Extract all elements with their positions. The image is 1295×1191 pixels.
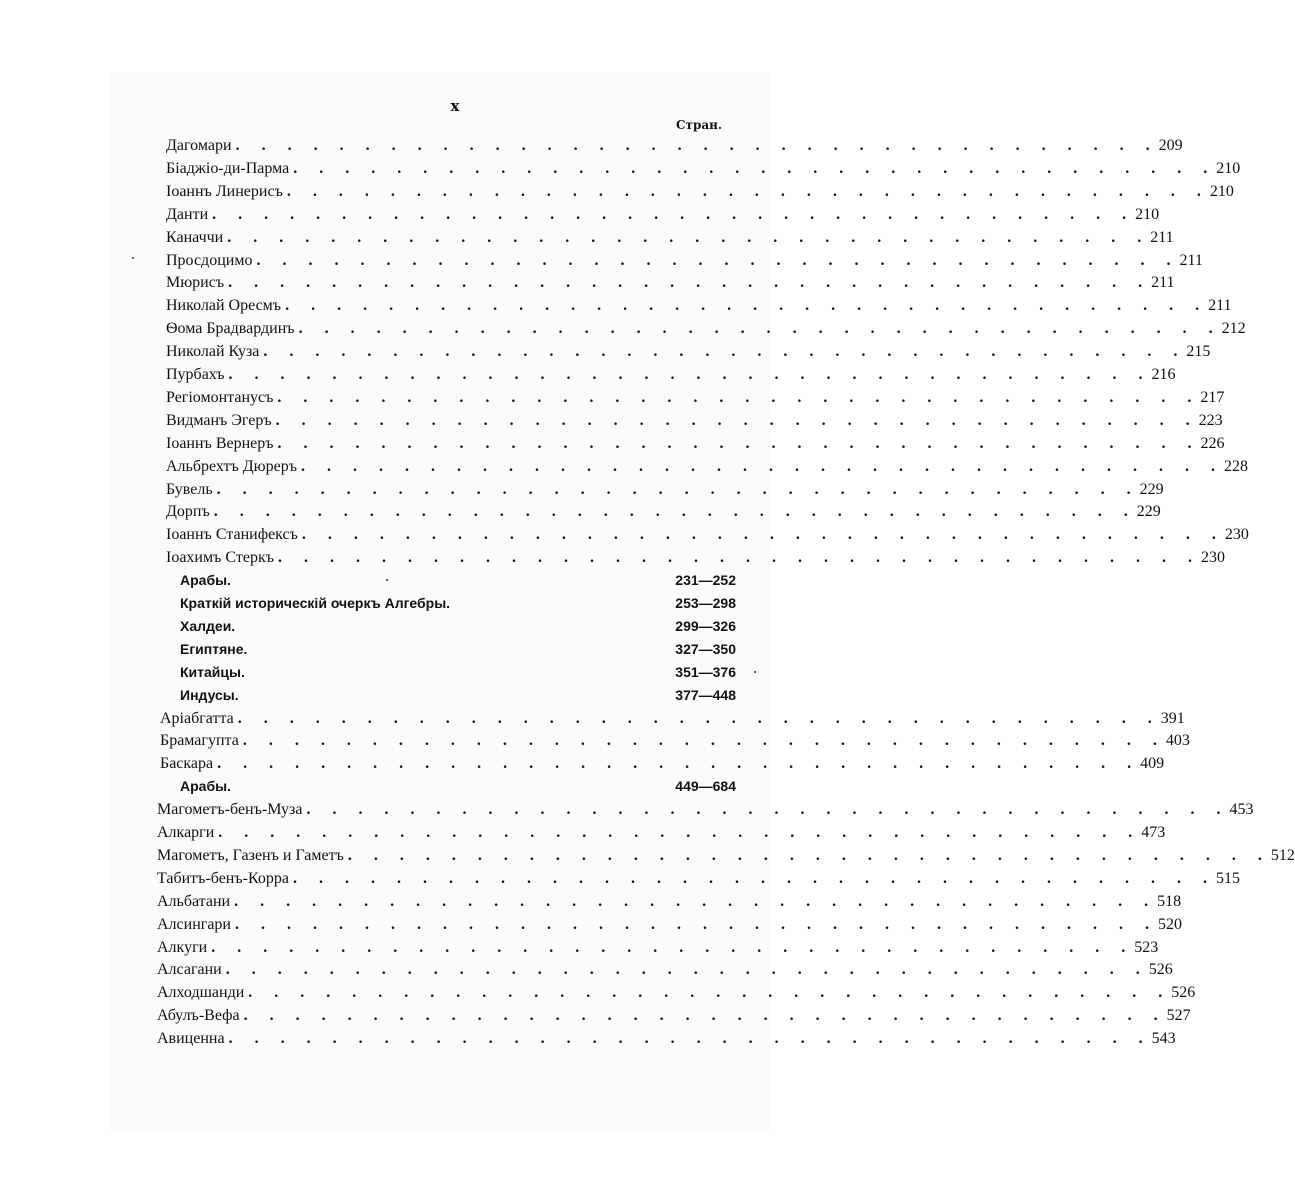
toc-entry [166, 343, 1211, 366]
dot-leader: . . . . . . . . . . . . . . . . . . . . . . . . . . . . . . . . . . . . [228, 274, 1152, 292]
toc-entry-title: Алсингари [157, 916, 235, 934]
toc-entry-pages: 391 [1160, 709, 1185, 727]
dot-leader: . . . . . . . . . . . . . . . . . . . . . . . . . . . . . . . . . . . . [306, 801, 1230, 819]
dot-leader: . . . . . . . . . . . . . . . . . . . . . . . . . . . . . . . . . . . . [263, 343, 1187, 361]
toc-entry-pages: 403 [1165, 732, 1190, 750]
toc-entry [166, 526, 1249, 549]
toc-entry-pages: 520 [1158, 915, 1182, 933]
toc-entry [160, 732, 1190, 755]
toc-entry [157, 915, 1182, 939]
dot-leader: . . . . . . . . . . . . . . . . . . . . . . . . . . . . . . . . . . . . [243, 1007, 1167, 1025]
toc-entry-title: Аріабгатта [160, 710, 238, 728]
toc-entry [157, 824, 1166, 847]
dot-leader: . . . . . . . . . . . . . . . . . . . . . . . . . . . . . . . . . . . . [298, 320, 1222, 338]
toc-entry-pages: 230 [1201, 549, 1225, 567]
scan-speck [386, 579, 388, 581]
dot-leader: . . . . . . . . . . . . . . . . . . . . . . . . . . . . . . . . . . . . [277, 434, 1201, 452]
toc-entry-title: Китайцы. [180, 664, 249, 680]
toc-entry [166, 159, 1241, 183]
dot-leader: . . . . . . . . . . . . . . . . . . . . . . . . . . . . . . . . . . . . [237, 709, 1161, 727]
toc-entry-pages: 215 [1186, 343, 1211, 361]
toc-entry-pages: 211 [1151, 274, 1175, 292]
toc-entry-pages: 377—448 [675, 686, 736, 703]
dot-leader: . . . . . . . . . . . . . . . . . . . . . . . . . . . . . . . . . . . . [228, 366, 1152, 383]
toc-entry-pages: 453 [1229, 801, 1254, 819]
toc-entry-title: Каначчи [166, 229, 227, 247]
toc-section-entry [180, 595, 736, 618]
toc-section-entry [180, 664, 736, 687]
dot-leader: . . . . . . . . . . . . . . . . . . . . . . . . . . . . . . . . . . . . [212, 205, 1136, 223]
dot-leader: . . . . . . . . . . . . . . . . . . . . . . . . . . . . . . . . . . . . [292, 869, 1216, 887]
dot-leader: . . . . . . . . . . . . . . . . . . . . . . . . . . . . . . . . . . . . [217, 755, 1141, 773]
toc-entry-pages: 210 [1209, 182, 1234, 200]
toc-entry-title: Алкуги [157, 939, 211, 957]
dot-leader: . . . . . . . . . . . . . . . . . . . . . . . . . . . . . . . . . . . . [227, 228, 1151, 246]
toc-entry-title: Абулъ-Вефа [157, 1007, 244, 1025]
dot-leader: . . . . . . . . . . . . . . . . . . . . . . . . . . . . . . . . . . . . [218, 824, 1142, 841]
toc-entry-pages: 327—350 [675, 640, 736, 657]
toc-entry [166, 457, 1248, 481]
toc-entry [166, 137, 1183, 160]
dot-leader: . . . . . . . . . . . . . . . . . . . . . . . . . . . . . . . . . . . . [211, 938, 1135, 956]
toc-entry-title: Іоаннъ Вернеръ [166, 435, 278, 453]
toc-entry-title: Алходшанди [157, 984, 248, 1002]
dot-leader: . . . . . . . . . . . . . . . . . . . . . . . . . . . . . . . . . . . . [216, 480, 1140, 498]
dot-leader: . . . . . . . . . . . . . . . . . . . . . . . . . . . . . . . . . . . . [300, 457, 1224, 475]
toc-entry [166, 480, 1164, 504]
dot-leader: . . . . . . . . . . . . . . . . . . . . . . . . . . . . . . . . . . . . [225, 961, 1149, 979]
toc-entry [166, 228, 1174, 252]
toc-entry-title: Краткій историческій очеркъ Алгебры. [180, 595, 454, 611]
toc-entry [157, 869, 1240, 893]
toc-entry-title: Николай Куза [166, 343, 263, 361]
toc-entry-title: Арабы. [180, 778, 235, 794]
toc-entry-title: Бувель [166, 481, 217, 499]
scan-speck [132, 257, 134, 259]
toc-entry-title: Алкарги [157, 824, 218, 842]
toc-entry [166, 388, 1225, 412]
toc-entry-pages: 515 [1215, 869, 1240, 887]
toc-entry-pages: 231—252 [675, 572, 736, 589]
toc-entry-pages: 210 [1135, 205, 1160, 223]
toc-entry [166, 320, 1246, 343]
toc-entry-pages: 526 [1171, 984, 1196, 1002]
toc-entry-title: Регіомонтанусъ [166, 389, 277, 407]
toc-entry-pages: 223 [1198, 411, 1223, 429]
toc-entry [157, 961, 1173, 984]
toc-entry-title: Данти [166, 206, 212, 224]
toc-section-entry [180, 778, 736, 801]
dot-leader: . . . . . . . . . . . . . . . . . . . . . . . . . . . . . . . . . . . . [234, 892, 1158, 910]
toc-entry [166, 274, 1175, 297]
toc-entry-pages: 512 [1270, 846, 1295, 864]
toc-entry-title: Альбатани [157, 893, 234, 911]
toc-entry-pages: 211 [1179, 251, 1203, 269]
toc-entry-title: Іоаннъ Линерисъ [166, 183, 287, 201]
toc-entry-pages: 212 [1221, 320, 1246, 338]
dot-leader: . . . . . . . . . . . . . . . . . . . . . . . . . . . . . . . . . . . . [285, 297, 1209, 315]
toc-entry-title: Біаджіо-ди-Парма [166, 160, 293, 178]
toc-entry [160, 755, 1165, 778]
scan-speck [754, 671, 756, 673]
toc-entry-pages: 351—376 [675, 663, 736, 680]
toc-entry-title: Арабы. [180, 572, 235, 588]
toc-entry [157, 984, 1196, 1007]
toc-entry [157, 801, 1254, 824]
toc-entry-title: Ѳома Брадвардинъ [166, 320, 299, 338]
toc-section-entry [180, 618, 736, 641]
toc-entry-title: Альбрехтъ Дюреръ [166, 458, 301, 476]
toc-section-entry [180, 572, 736, 595]
dot-leader: . . . . . . . . . . . . . . . . . . . . . . . . . . . . . . . . . . . . [213, 503, 1137, 521]
toc-entry-pages: 473 [1141, 824, 1166, 841]
toc-entry-title: Мюрисъ [166, 274, 228, 292]
toc-entry [166, 205, 1160, 229]
dot-leader: . . . . . . . . . . . . . . . . . . . . . . . . . . . . . . . . . . . . [228, 1030, 1152, 1048]
toc-entry-pages: 299—326 [675, 617, 736, 634]
pages-column-header: Стран. [676, 118, 723, 132]
toc-section-entry [180, 641, 736, 664]
toc-entry-pages: 409 [1140, 755, 1165, 773]
dot-leader: . . . . . . . . . . . . . . . . . . . . . . . . . . . . . . . . . . . . [278, 549, 1201, 567]
toc-entry-pages: 211 [1208, 297, 1232, 315]
toc-entry [166, 366, 1176, 389]
toc-entry [166, 297, 1232, 320]
toc-entry-title: Пурбахъ [166, 366, 228, 384]
toc-entry-title: Іоахимъ Стеркъ [166, 549, 278, 567]
toc-entry-title: Дорпъ [166, 503, 214, 521]
toc-entry [157, 1007, 1191, 1030]
dot-leader: . . . . . . . . . . . . . . . . . . . . . . . . . . . . . . . . . . . . [248, 984, 1172, 1002]
toc-entry-pages: 209 [1158, 137, 1183, 154]
dot-leader: . . . . . . . . . . . . . . . . . . . . . . . . . . . . . . . . . . . . [347, 846, 1271, 864]
toc-entry [166, 182, 1234, 206]
toc-entry-title: Индусы. [180, 687, 243, 703]
toc-entry-title: Видманъ Эгеръ [166, 412, 276, 430]
toc-entry-title: Магометъ-бенъ-Муза [157, 801, 306, 819]
toc-entry-pages: 216 [1151, 366, 1176, 383]
toc-entry-pages: 543 [1151, 1030, 1176, 1048]
toc-entry-pages: 518 [1157, 892, 1182, 910]
dot-leader: . . . . . . . . . . . . . . . . . . . . . . . . . . . . . . . . . . . . [286, 182, 1210, 200]
dot-leader: . . . . . . . . . . . . . . . . . . . . . . . . . . . . . . . . . . . . [293, 159, 1217, 177]
toc-entry-pages: 210 [1216, 159, 1241, 177]
toc-entry-title: Табитъ-бенъ-Корра [157, 870, 293, 888]
dot-leader: . . . . . . . . . . . . . . . . . . . . . . . . . . . . . . . . . . . . [235, 915, 1158, 933]
toc-entry-pages: 230 [1224, 526, 1249, 544]
toc-entry-title: Алсагани [157, 961, 226, 979]
toc-entry [157, 846, 1295, 870]
toc-entry-pages: 449—684 [675, 778, 736, 795]
toc-entry-title: Брамагупта [160, 732, 243, 750]
toc-entry-title: Авиценна [157, 1030, 229, 1048]
toc-entry-pages: 523 [1134, 938, 1159, 956]
toc-entry-title: Халдеи. [180, 618, 239, 634]
toc-entry-title: Просдоцимо [166, 252, 256, 270]
toc-entry-pages: 527 [1166, 1007, 1191, 1025]
toc-entry-pages: 526 [1148, 961, 1173, 979]
toc-entry-pages: 217 [1200, 388, 1225, 406]
toc-entry-pages: 211 [1150, 228, 1174, 246]
dot-leader: . . . . . . . . . . . . . . . . . . . . . . . . . . . . . . . . . . . . [301, 526, 1225, 544]
dot-leader: . . . . . . . . . . . . . . . . . . . . . . . . . . . . . . . . . . . . [275, 411, 1199, 429]
toc-entry [166, 411, 1223, 435]
dot-leader: . . . . . . . . . . . . . . . . . . . . . . . . . . . . . . . . . . . . [256, 251, 1180, 269]
toc-entry-pages: 253—298 [675, 595, 736, 611]
toc-entry [157, 1030, 1176, 1053]
toc-entry-pages: 228 [1223, 457, 1248, 475]
toc-entry [166, 251, 1203, 275]
toc-entry [166, 434, 1225, 458]
toc-entry-pages: 229 [1139, 480, 1164, 498]
toc-entry-title: Николай Оресмъ [166, 297, 285, 315]
page-number: x [450, 97, 460, 115]
toc-entry [157, 938, 1159, 962]
toc-entry-pages: 229 [1136, 503, 1161, 521]
dot-leader: . . . . . . . . . . . . . . . . . . . . . . . . . . . . . . . . . . . . [242, 732, 1166, 750]
toc-entry [157, 892, 1182, 916]
toc-entry-title: Магометъ, Газенъ и Гаметъ [157, 847, 348, 865]
toc-entry-pages: 226 [1200, 434, 1225, 452]
toc-entry-title: Дагомари [166, 137, 236, 155]
dot-leader: . . . . . . . . . . . . . . . . . . . . . . . . . . . . . . . . . . . . [235, 137, 1159, 154]
toc-entry-title: Баскара [160, 755, 217, 773]
toc-entry [166, 503, 1161, 526]
toc-entry-title: Египтяне. [180, 641, 251, 657]
toc-section-entry [180, 687, 736, 710]
dot-leader: . . . . . . . . . . . . . . . . . . . . . . . . . . . . . . . . . . . . [277, 388, 1201, 406]
toc-entry-title: Іоаннъ Станифексъ [166, 526, 302, 544]
toc-entry [160, 709, 1185, 733]
toc-entry [166, 549, 1225, 572]
